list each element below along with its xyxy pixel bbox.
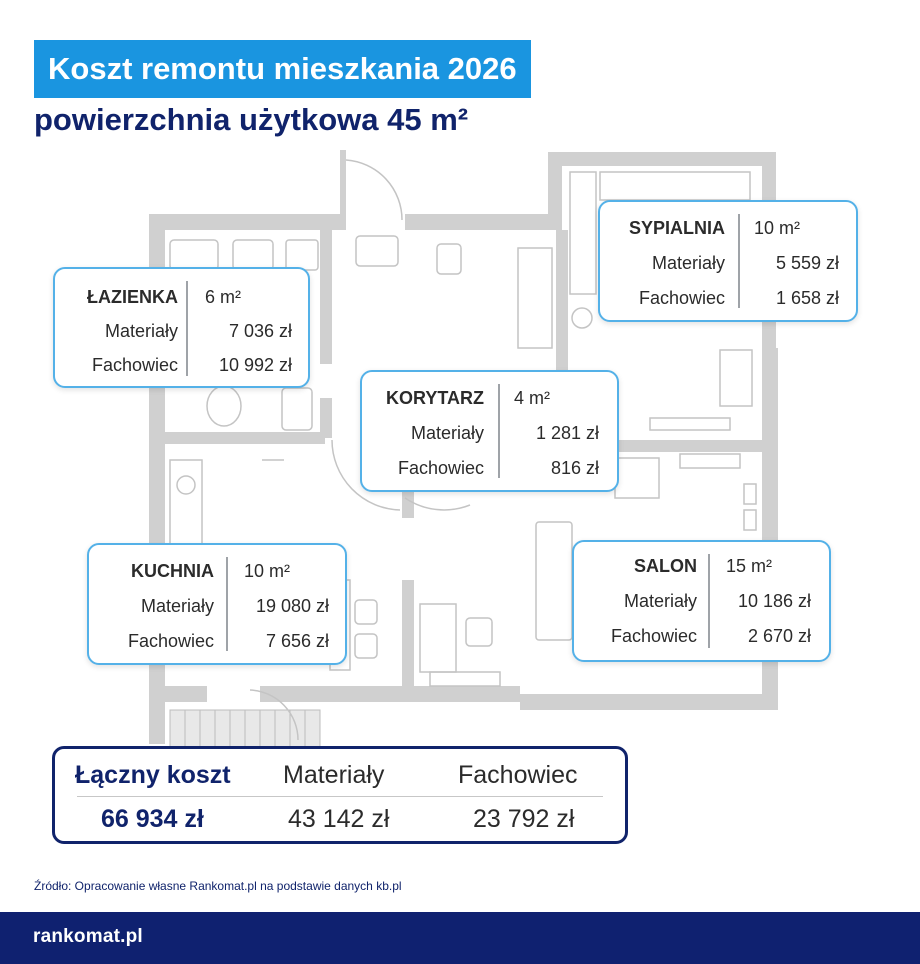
- total-label: Łączny koszt: [75, 761, 231, 789]
- materials-label: Materiały: [651, 253, 725, 273]
- labor-value: 10 992 zł: [218, 355, 292, 375]
- card-salon: [572, 540, 831, 662]
- room-name: KORYTARZ: [386, 388, 484, 408]
- labor-value: 2 670 zł: [747, 626, 811, 646]
- card-divider: [708, 554, 710, 648]
- page-title: Koszt remontu mieszkania 2026: [48, 51, 517, 86]
- materials-label: Materiały: [410, 423, 484, 443]
- total-divider: [77, 796, 603, 797]
- materials-label: Materiały: [140, 596, 214, 616]
- materials-value: 10 186 zł: [737, 591, 811, 611]
- card-divider: [226, 557, 228, 651]
- page-subtitle: powierzchnia użytkowa 45 m²: [34, 102, 469, 137]
- total-labor-value: 23 792 zł: [473, 805, 575, 833]
- card-divider: [738, 214, 740, 308]
- room-name: SYPIALNIA: [628, 218, 725, 238]
- materials-label: Materiały: [104, 321, 178, 341]
- footer-bar: [0, 912, 920, 964]
- materials-value: 5 559 zł: [775, 253, 839, 273]
- room-name: KUCHNIA: [131, 561, 214, 581]
- total-cost-box: [52, 746, 628, 844]
- card-sypialnia: [598, 200, 858, 322]
- room-area: 10 m²: [244, 561, 291, 581]
- card-korytarz: [360, 370, 619, 492]
- materials-value: 19 080 zł: [255, 596, 329, 616]
- total-materials-value: 43 142 zł: [288, 805, 390, 833]
- room-area: 4 m²: [514, 388, 550, 408]
- labor-value: 1 658 zł: [775, 288, 839, 308]
- room-name: ŁAZIENKA: [87, 287, 178, 307]
- materials-value: 7 036 zł: [228, 321, 292, 341]
- labor-value: 7 656 zł: [265, 631, 329, 651]
- total-value: 66 934 zł: [101, 805, 204, 833]
- rankomat-logo: rankomat.pl: [33, 926, 143, 947]
- card-kuchnia: [87, 543, 347, 665]
- total-labor-label: Fachowiec: [458, 761, 578, 789]
- labor-value: 816 zł: [550, 458, 599, 478]
- card-divider: [186, 281, 188, 376]
- labor-label: Fachowiec: [127, 631, 214, 651]
- card-lazienka: [53, 267, 310, 388]
- room-area: 10 m²: [754, 218, 801, 238]
- source-note: Źródło: Opracowanie własne Rankomat.pl na podstawie danych kb.pl: [34, 879, 402, 893]
- room-area: 15 m²: [726, 556, 773, 576]
- labor-label: Fachowiec: [638, 288, 725, 308]
- materials-label: Materiały: [623, 591, 697, 611]
- room-name: SALON: [634, 556, 697, 576]
- labor-label: Fachowiec: [397, 458, 484, 478]
- labor-label: Fachowiec: [91, 355, 178, 375]
- card-divider: [498, 384, 500, 478]
- room-area: 6 m²: [205, 287, 241, 307]
- total-materials-label: Materiały: [283, 761, 385, 789]
- materials-value: 1 281 zł: [535, 423, 599, 443]
- labor-label: Fachowiec: [610, 626, 697, 646]
